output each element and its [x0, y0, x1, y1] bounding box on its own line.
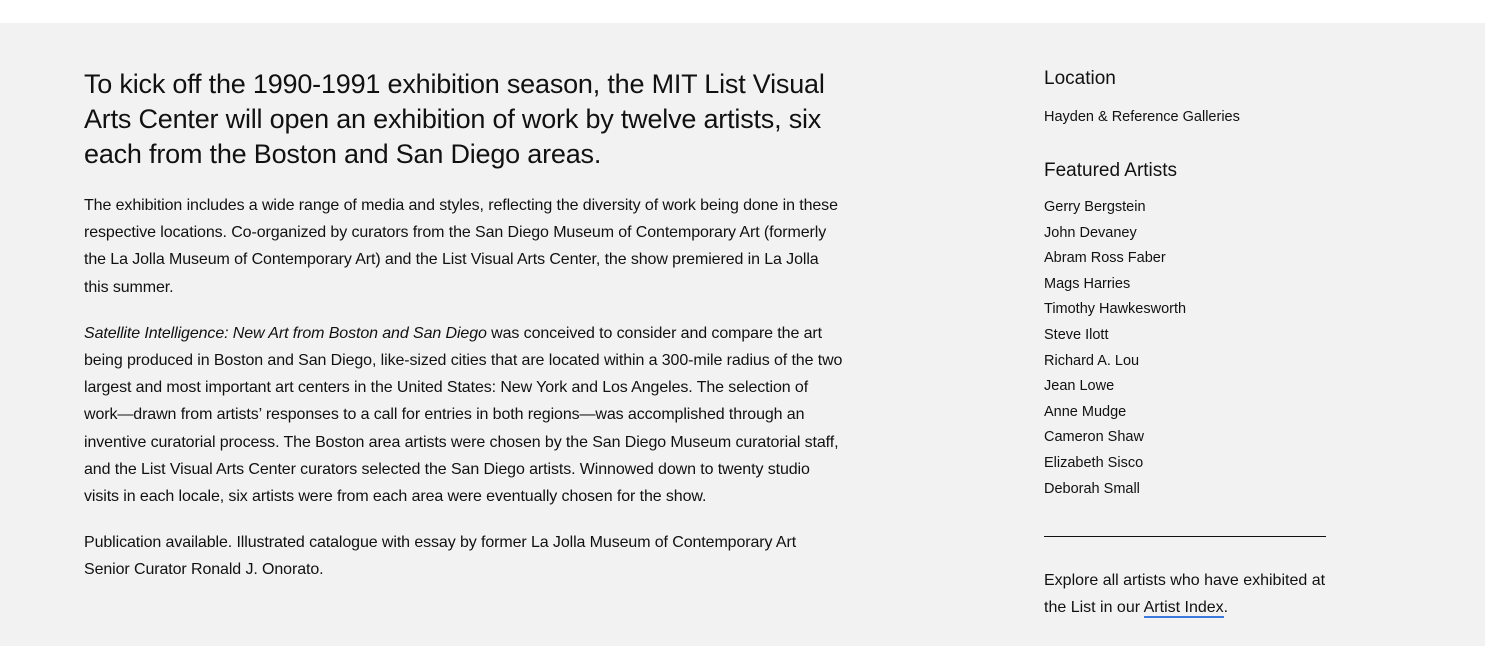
description-paragraph-3: Publication available. Illustrated catalogue with essay by former La Jolla Museum of Contemporary Art Senior Curator Ronald J. Onorato.	[84, 534, 797, 579]
description-paragraph-1: The exhibition includes a wide range of media and styles, reflecting the diversity of work being done in these respective locations. Co-organized by curators from the San Diego Museum of Contemporary Art (formerly the La Jolla Museum of Contemporary Art) and the List Visual Arts Center, the show premiered in La Jolla this summer.	[84, 197, 838, 296]
location-value: Hayden & Reference Galleries	[1044, 109, 1240, 125]
artist-item: John Devaney	[1044, 224, 1137, 241]
explore-suffix: .	[1223, 599, 1229, 617]
description-paragraph-2	[84, 320, 844, 510]
artist-item: Steve Ilott	[1044, 326, 1109, 343]
artist-item: Deborah Small	[1044, 480, 1140, 497]
location-heading: Location	[1044, 68, 1116, 89]
artist-item: Anne Mudge	[1044, 403, 1127, 420]
description-paragraph-2-text: was conceived to consider and compare the art being produced in Boston and San Diego, like-sized cities that are located within a 300-mile radius of the two largest and most important art centers in the United States: New York and Los Angeles. The selection of work—drawn from artists’ responses to a call for entries in both regions—was accomplished through an inventive curatorial process. The Boston area artists were chosen by the San Diego Museum curatorial staff, and the List Visual Arts Center curators selected the San Diego artists. Winnowed down to twenty studio visits in each locale, six artists were from each area were eventually chosen for the show.	[84, 324, 843, 506]
artist-item: Mags Harries	[1044, 275, 1131, 292]
artist-item: Timothy Hawkesworth	[1044, 301, 1187, 318]
explore-prefix: Explore all artists who have exhibited at the List in our	[1044, 572, 1326, 617]
artist-item: Richard A. Lou	[1044, 352, 1140, 369]
artist-index-link[interactable]: Artist Index	[1143, 599, 1224, 617]
sidebar-divider	[1044, 536, 1326, 537]
explore-text	[1044, 567, 1334, 621]
artist-item: Cameron Shaw	[1044, 429, 1144, 446]
lede-text: To kick off the 1990-1991 exhibition season, the MIT List Visual Arts Center will open an exhibition of work by twelve artists, six each from the Boston and San Diego areas.	[84, 69, 825, 169]
artist-list	[1044, 195, 1334, 502]
exhibition-sidebar	[1044, 67, 1334, 621]
content-panel	[0, 23, 1485, 646]
featured-artists-heading: Featured Artists	[1044, 160, 1178, 181]
exhibition-title: Satellite Intelligence: New Art from Boston and San Diego	[84, 324, 487, 342]
artist-item: Abram Ross Faber	[1044, 250, 1166, 267]
artist-item: Jean Lowe	[1044, 378, 1115, 395]
exhibition-description	[84, 67, 844, 603]
artist-item: Gerry Bergstein	[1044, 199, 1146, 215]
artist-item: Elizabeth Sisco	[1044, 454, 1144, 471]
